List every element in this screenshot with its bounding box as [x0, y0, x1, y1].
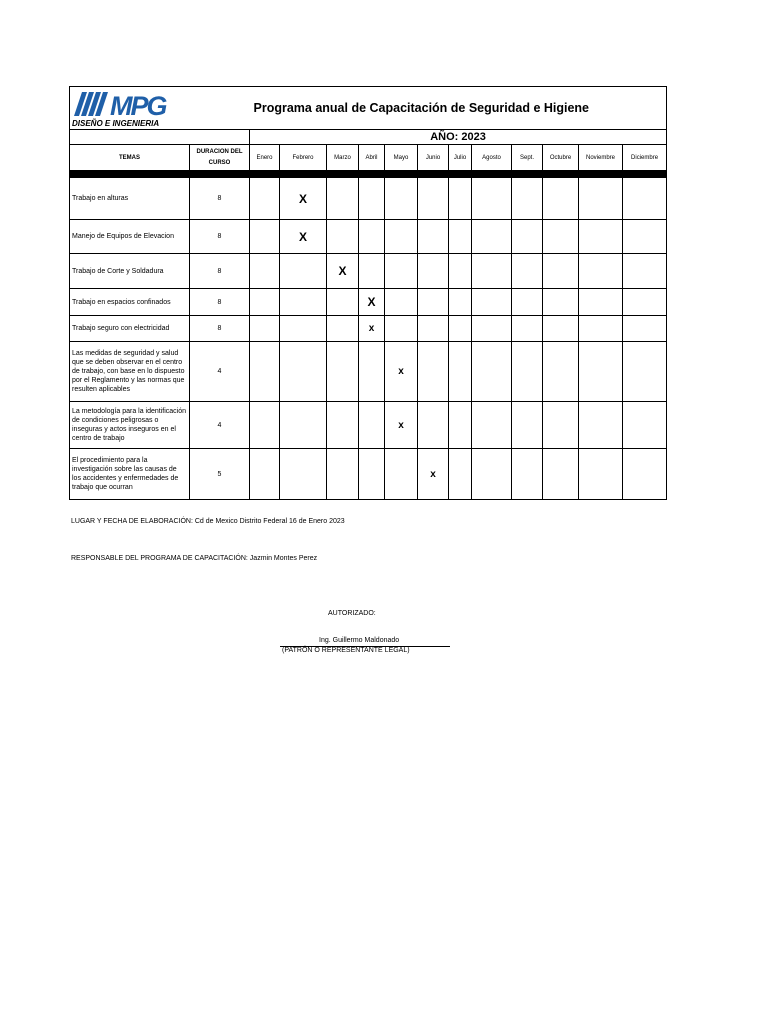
duration-cell: 4: [190, 342, 250, 402]
month-cell: [543, 402, 579, 449]
scheduled-mark: x: [430, 468, 436, 480]
month-cell: [449, 178, 472, 220]
table-row: [70, 220, 667, 254]
header-separator: [70, 171, 667, 178]
month-header: Sept.: [512, 145, 543, 171]
month-cell: [623, 289, 667, 316]
month-cell: [472, 178, 512, 220]
month-header: Diciembre: [623, 145, 667, 171]
logo-subtitle: DISEÑO E INGENIERIA: [72, 119, 160, 128]
month-cell: [449, 220, 472, 254]
month-header: Abril: [359, 145, 385, 171]
month-header: Julio: [449, 145, 472, 171]
month-cell: [543, 254, 579, 289]
month-cell: [449, 449, 472, 500]
month-cell: [472, 254, 512, 289]
temas-header: TEMAS: [70, 145, 190, 171]
month-cell: [327, 220, 359, 254]
autorizado-label: AUTORIZADO:: [328, 610, 376, 617]
month-cell: [280, 402, 327, 449]
logo-cell: [70, 87, 250, 130]
month-cell: [280, 289, 327, 316]
month-header: Agosto: [472, 145, 512, 171]
month-cell: [449, 254, 472, 289]
month-cell: [327, 254, 359, 289]
month-cell: [512, 289, 543, 316]
signer-role: (PATRÓN O REPRESENTANTE LEGAL): [282, 647, 410, 654]
month-cell: [449, 402, 472, 449]
month-cell: [512, 342, 543, 402]
month-cell: [385, 289, 418, 316]
scheduled-mark: X: [298, 191, 307, 206]
month-cell: [543, 289, 579, 316]
month-cell: [385, 254, 418, 289]
topic-cell: Manejo de Equipos de Elevacion: [70, 220, 190, 254]
table-row: [70, 402, 667, 449]
table-row: [70, 342, 667, 402]
month-cell: [472, 342, 512, 402]
scheduled-mark: x: [398, 366, 404, 377]
month-cell: [327, 316, 359, 342]
month-cell: [280, 220, 327, 254]
month-cell: [418, 254, 449, 289]
duration-cell: 4: [190, 402, 250, 449]
month-cell: [543, 178, 579, 220]
month-cell: [579, 402, 623, 449]
month-cell: [385, 220, 418, 254]
logo-text: MPG: [110, 91, 166, 121]
month-cell: [579, 316, 623, 342]
month-cell: [250, 316, 280, 342]
topic-cell: Trabajo de Corte y Soldadura: [70, 254, 190, 289]
month-cell: [512, 449, 543, 500]
header-row: [70, 87, 667, 130]
month-cell: [623, 220, 667, 254]
month-cell: [623, 342, 667, 402]
month-cell: [579, 254, 623, 289]
month-cell: [280, 316, 327, 342]
month-cell: [543, 342, 579, 402]
duration-cell: 8: [190, 254, 250, 289]
month-cell: [418, 342, 449, 402]
month-cell: [623, 449, 667, 500]
training-schedule-table: [69, 86, 667, 500]
topic-cell: La metodología para la identificación de condiciones peligrosas o inseguras y actos inseguros en el centro de trabajo: [70, 402, 190, 449]
month-cell: [359, 178, 385, 220]
month-cell: [280, 178, 327, 220]
month-header: Mayo: [385, 145, 418, 171]
topic-cell: Trabajo seguro con electricidad: [70, 316, 190, 342]
month-cell: [280, 449, 327, 500]
month-cell: [623, 402, 667, 449]
column-header-row: [70, 145, 667, 171]
month-cell: [418, 220, 449, 254]
month-cell: [250, 178, 280, 220]
month-cell: [250, 220, 280, 254]
month-header: Octubre: [543, 145, 579, 171]
topic-cell: Trabajo en alturas: [70, 178, 190, 220]
responsable-text: RESPONSABLE DEL PROGRAMA DE CAPACITACIÓN: Jazmin Montes Perez: [71, 555, 318, 562]
month-cell: [579, 449, 623, 500]
month-cell: [327, 289, 359, 316]
table-row: [70, 316, 667, 342]
month-cell: [385, 449, 418, 500]
month-cell: [385, 342, 418, 402]
month-cell: [327, 178, 359, 220]
month-header: Marzo: [327, 145, 359, 171]
month-cell: [385, 402, 418, 449]
duration-cell: 8: [190, 178, 250, 220]
month-cell: [472, 289, 512, 316]
scheduled-mark: x: [368, 323, 375, 334]
topic-cell: Las medidas de seguridad y salud que se deben observar en el centro de trabajo, con base en lo dispuesto por el Reglamento y las normas que resulten aplicables: [70, 342, 190, 402]
signer-name: Ing. Guillermo Maldonado: [319, 637, 400, 644]
month-cell: [359, 449, 385, 500]
table-row: [70, 449, 667, 500]
page-title: Programa anual de Capacitación de Seguridad e Higiene: [250, 87, 667, 130]
month-cell: [250, 402, 280, 449]
month-cell: [543, 220, 579, 254]
month-cell: [512, 316, 543, 342]
month-cell: [579, 178, 623, 220]
month-cell: [512, 402, 543, 449]
training-program-sheet: [69, 86, 665, 500]
month-header: Enero: [250, 145, 280, 171]
scheduled-mark: X: [298, 229, 307, 244]
table-row: [70, 178, 667, 220]
month-cell: [623, 254, 667, 289]
month-cell: [579, 342, 623, 402]
month-cell: [449, 289, 472, 316]
month-cell: [543, 449, 579, 500]
month-cell: [418, 402, 449, 449]
month-cell: [250, 289, 280, 316]
month-cell: [359, 220, 385, 254]
month-cell: [623, 178, 667, 220]
month-cell: [327, 342, 359, 402]
month-cell: [418, 316, 449, 342]
month-cell: [250, 449, 280, 500]
month-cell: [543, 316, 579, 342]
month-cell: [250, 254, 280, 289]
month-header: Febrero: [280, 145, 327, 171]
month-cell: [359, 316, 385, 342]
month-cell: [579, 220, 623, 254]
scheduled-mark: X: [367, 295, 376, 309]
scheduled-mark: X: [338, 264, 347, 278]
month-cell: [512, 178, 543, 220]
duration-cell: 5: [190, 449, 250, 500]
duration-cell: 8: [190, 316, 250, 342]
month-header: Noviembre: [579, 145, 623, 171]
month-cell: [472, 220, 512, 254]
month-cell: [623, 316, 667, 342]
month-cell: [418, 449, 449, 500]
month-cell: [359, 342, 385, 402]
month-cell: [385, 178, 418, 220]
year-label: AÑO: 2023: [250, 130, 667, 145]
month-cell: [418, 178, 449, 220]
duration-cell: 8: [190, 220, 250, 254]
month-cell: [472, 449, 512, 500]
topic-cell: Trabajo en espacios confinados: [70, 289, 190, 316]
month-header: Junio: [418, 145, 449, 171]
company-logo: [70, 88, 182, 128]
month-cell: [418, 289, 449, 316]
lugar-fecha-text: LUGAR Y FECHA DE ELABORACIÓN: Cd de Mexico Distrito Federal 16 de Enero 2023: [71, 518, 345, 525]
table-row: [70, 254, 667, 289]
month-cell: [449, 316, 472, 342]
month-cell: [327, 449, 359, 500]
month-cell: [472, 316, 512, 342]
month-cell: [280, 342, 327, 402]
scheduled-mark: x: [398, 419, 404, 431]
month-cell: [250, 342, 280, 402]
month-cell: [512, 254, 543, 289]
duration-cell: 8: [190, 289, 250, 316]
month-cell: [512, 220, 543, 254]
month-cell: [472, 402, 512, 449]
month-cell: [327, 402, 359, 449]
duracion-header: DURACION DEL CURSO: [190, 145, 250, 171]
month-cell: [359, 289, 385, 316]
month-cell: [280, 254, 327, 289]
month-cell: [385, 316, 418, 342]
topic-cell: El procedimiento para la investigación sobre las causas de los accidentes y enfermedades de trabajo que ocurran: [70, 449, 190, 500]
month-cell: [359, 254, 385, 289]
table-row: [70, 289, 667, 316]
month-cell: [359, 402, 385, 449]
month-cell: [579, 289, 623, 316]
year-row: [70, 130, 667, 145]
month-cell: [449, 342, 472, 402]
